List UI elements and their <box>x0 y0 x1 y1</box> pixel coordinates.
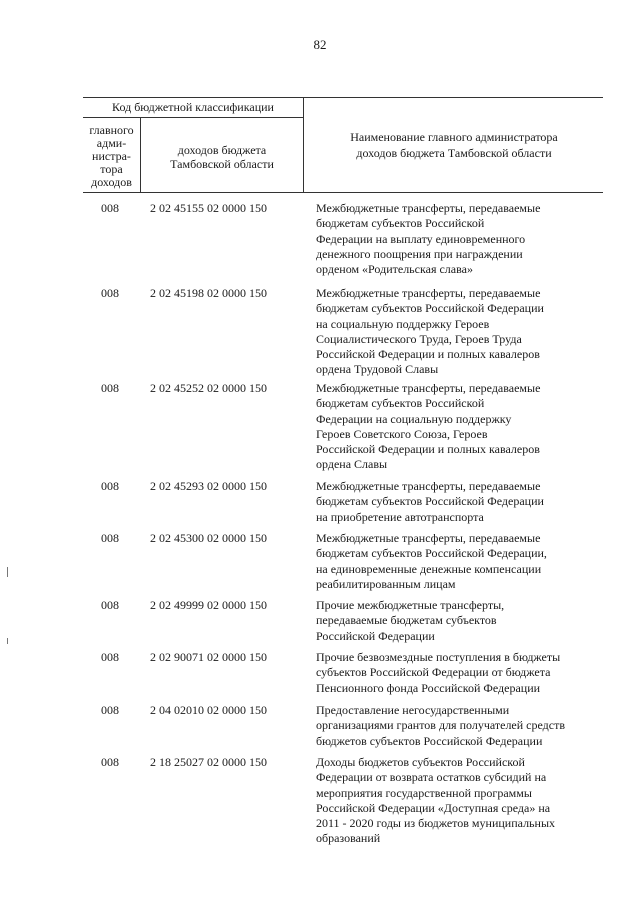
admin-code-cell: 008 <box>101 755 119 769</box>
budget-code-cell: 2 02 90071 02 0000 150 <box>150 650 267 664</box>
admin-code-cell: 008 <box>101 479 119 493</box>
col-divider-admin-code <box>140 117 141 193</box>
revenue-name-cell: Прочие безвозмездные поступления в бюджеты субъектов Российской Федерации от бюджета Пенсионного фонда Российской Федерации <box>316 650 561 695</box>
budget-code-cell: 2 02 49999 02 0000 150 <box>150 598 267 612</box>
header-admin-column: главного адми- нистра- тора доходов <box>89 123 134 189</box>
budget-code-cell: 2 02 45155 02 0000 150 <box>150 201 267 215</box>
scan-mark <box>7 638 8 644</box>
page-number: 82 <box>313 37 327 52</box>
revenue-name-cell: Межбюджетные трансферты, передаваемые бюджетам субъектов Российской Федерации на выплату единовременного денежного поощрения при награждении орденом «Родительская слава» <box>316 201 541 277</box>
admin-code-cell: 008 <box>101 703 119 717</box>
revenue-name-cell: Межбюджетные трансферты, передаваемые бюджетам субъектов Российской Федерации на социальную поддержку Героев Советского Союза, Героев Российской Федерации и полных кавалеров ордена Славы <box>316 381 541 472</box>
budget-code-cell: 2 02 45293 02 0000 150 <box>150 479 267 493</box>
budget-code-cell: 2 02 45252 02 0000 150 <box>150 381 267 395</box>
admin-code-cell: 008 <box>101 201 119 215</box>
revenue-name-cell: Межбюджетные трансферты, передаваемые бюджетам субъектов Российской Федерации на социальную поддержку Героев Социалистического Труда, Героев Труда Российской Федерации и полных кавалеров ордена Трудовой Славы <box>316 286 544 377</box>
scan-mark <box>7 567 8 577</box>
col-divider-code-name <box>303 97 304 193</box>
header-group-rule <box>83 117 303 118</box>
header-group-label: Код бюджетной классификации <box>112 100 274 114</box>
revenue-name-cell: Межбюджетные трансферты, передаваемые бюджетам субъектов Российской Федерации на приобретение автотранспорта <box>316 479 544 524</box>
admin-code-cell: 008 <box>101 598 119 612</box>
header-code-column: доходов бюджета Тамбовской области <box>170 143 274 171</box>
table-top-rule <box>83 97 603 98</box>
admin-code-cell: 008 <box>101 381 119 395</box>
budget-code-cell: 2 02 45300 02 0000 150 <box>150 531 267 545</box>
budget-code-cell: 2 18 25027 02 0000 150 <box>150 755 267 769</box>
admin-code-cell: 008 <box>101 650 119 664</box>
header-bottom-rule <box>83 192 603 193</box>
revenue-name-cell: Прочие межбюджетные трансферты, передаваемые бюджетам субъектов Российской Федерации <box>316 598 505 643</box>
header-name-column: Наименование главного администратора доходов бюджета Тамбовской области <box>350 130 558 160</box>
admin-code-cell: 008 <box>101 286 119 300</box>
budget-code-cell: 2 04 02010 02 0000 150 <box>150 703 267 717</box>
revenue-name-cell: Предоставление негосударственными организациями грантов для получателей средств бюджетов субъектов Российской Федерации <box>316 703 566 748</box>
revenue-name-cell: Доходы бюджетов субъектов Российской Федерации от возврата остатков субсидий на мероприятия государственной программы Российской Федерации «Доступная среда» на 2011 - 2020 годы из бюджетов муниципальных образований <box>316 755 556 846</box>
budget-code-cell: 2 02 45198 02 0000 150 <box>150 286 267 300</box>
admin-code-cell: 008 <box>101 531 119 545</box>
revenue-name-cell: Межбюджетные трансферты, передаваемые бюджетам субъектов Российской Федерации, на единовременные денежные компенсации реабилитированным лицам <box>316 531 547 591</box>
